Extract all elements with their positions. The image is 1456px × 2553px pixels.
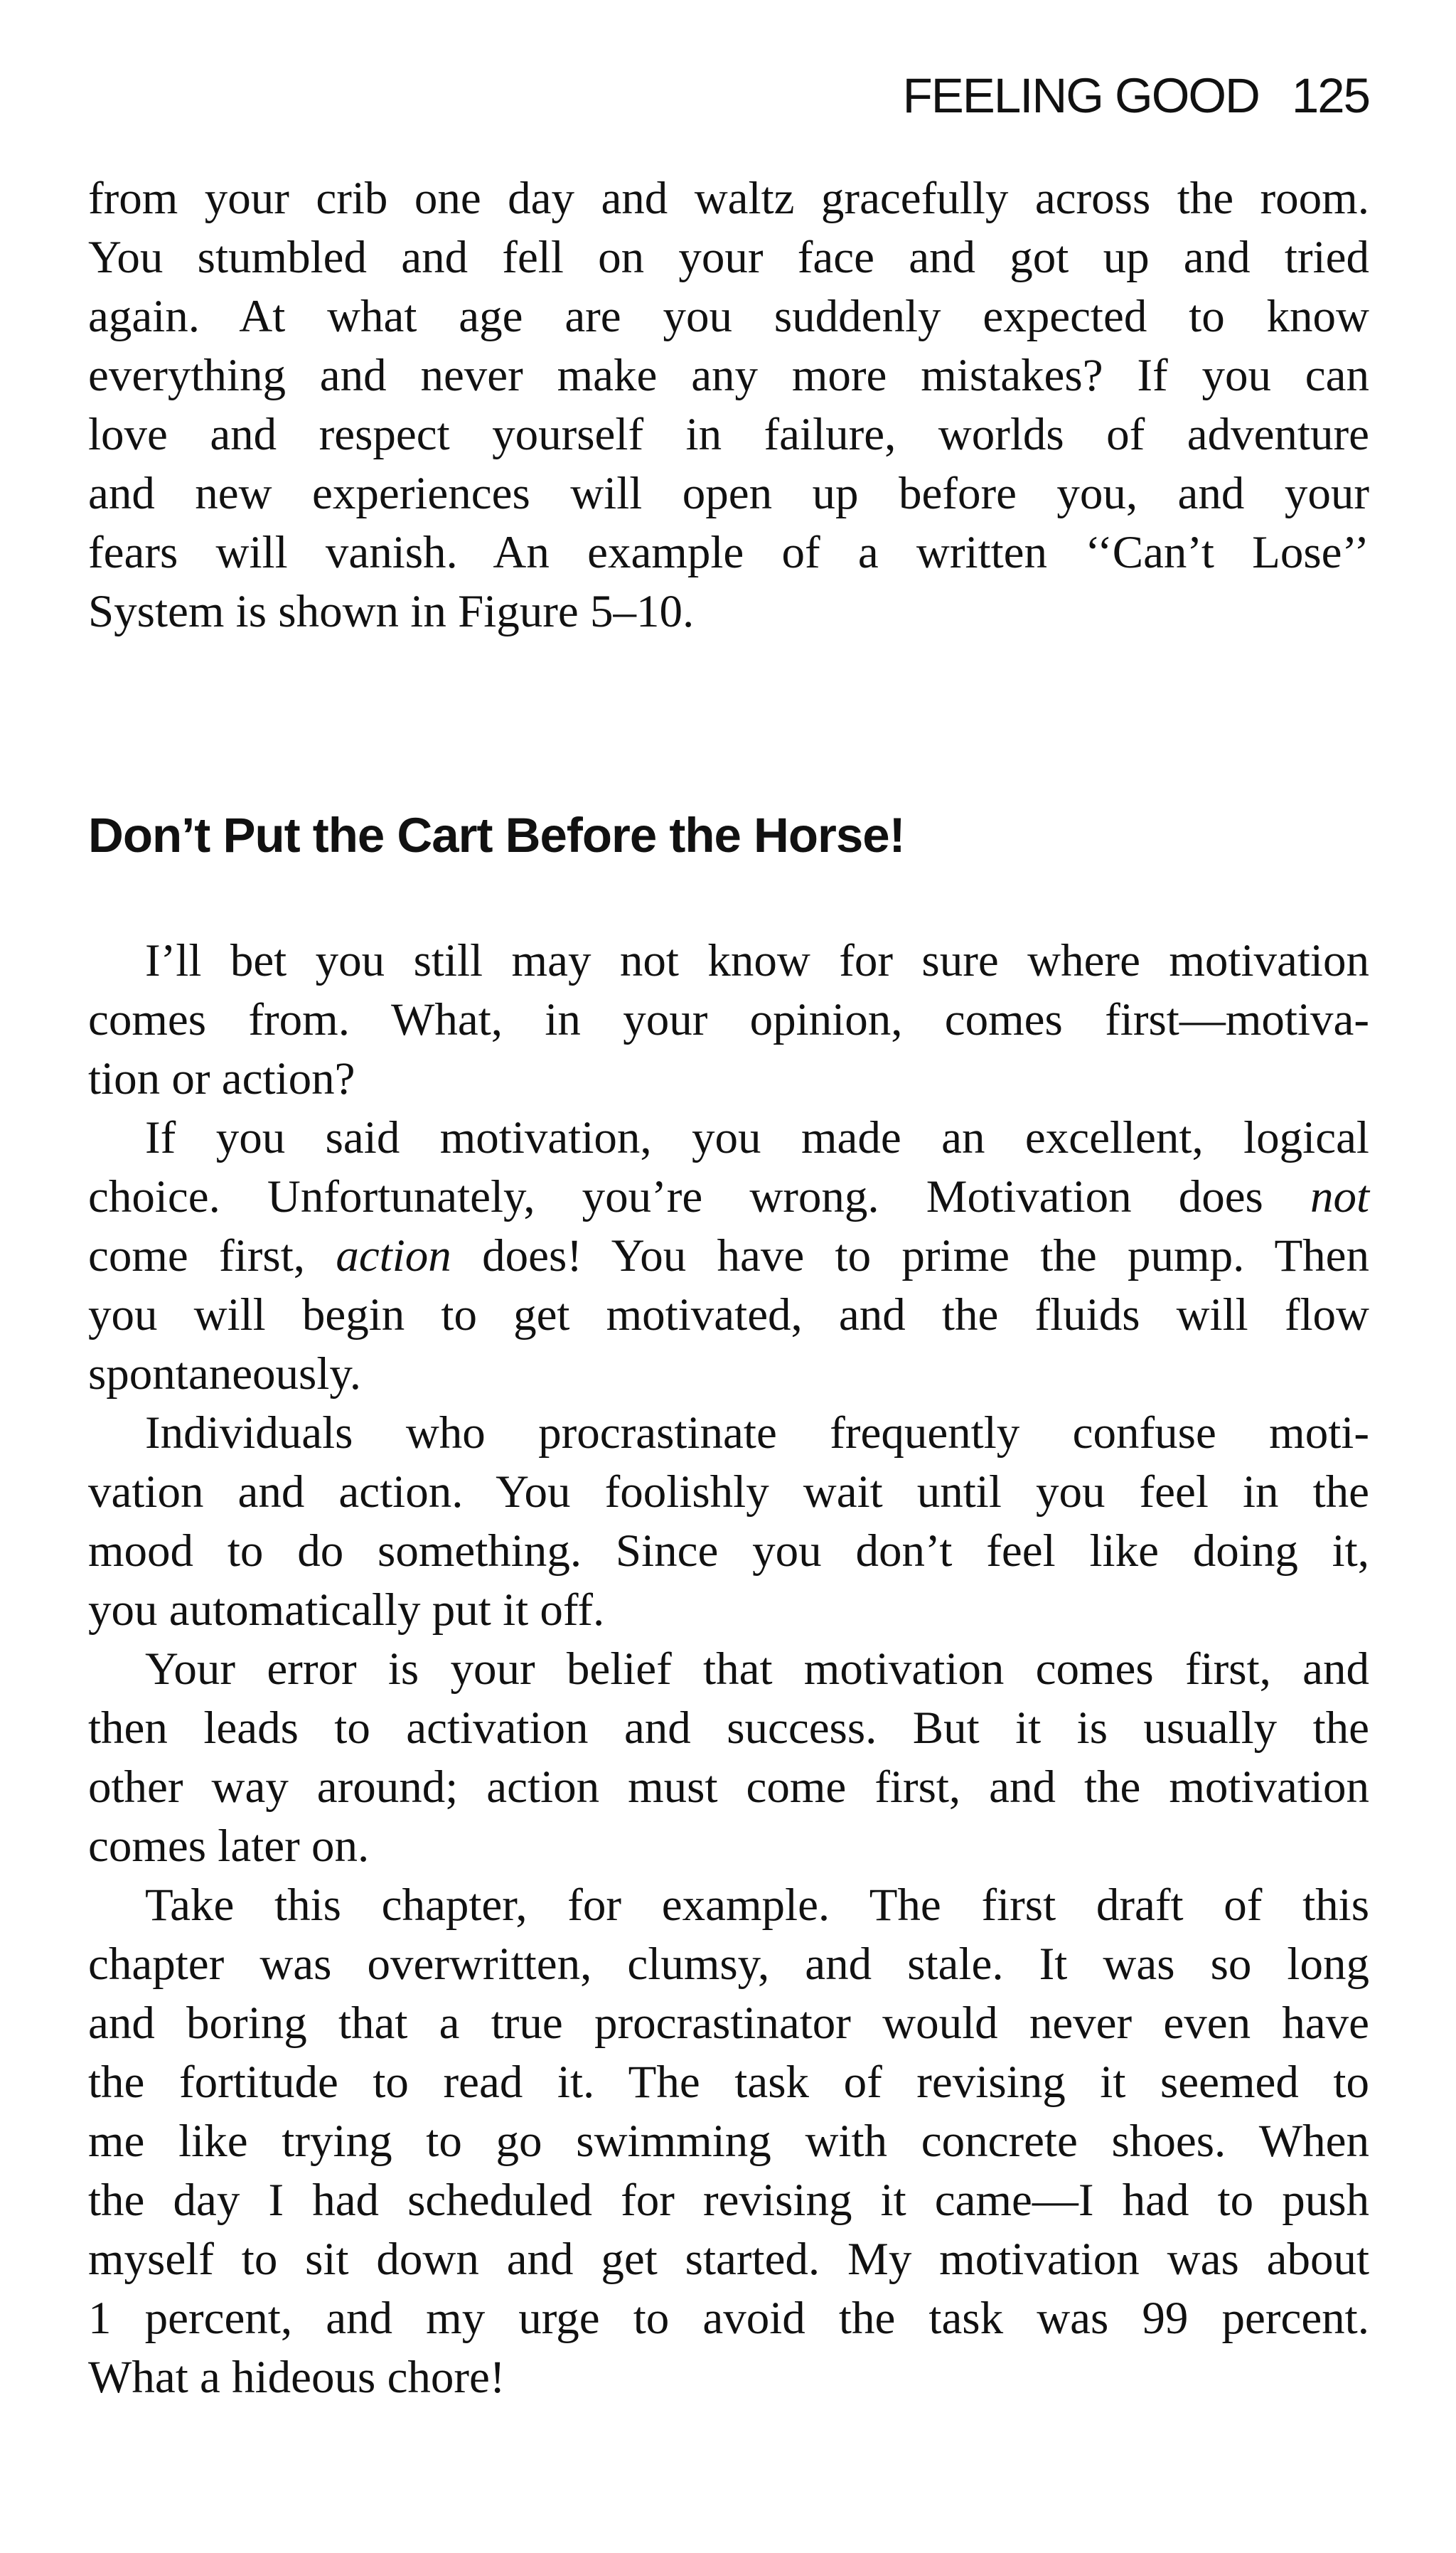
text-line: everything and never make any more mistakes? If you can [88,350,1369,401]
text-line: the fortitude to read it. The task of revising it seemed to [88,2057,1369,2108]
text-line: spontaneously. [88,1348,361,1400]
text-line: fears will vanish. An example of a written ‘‘Can’t Lose’’ [88,527,1369,578]
text-line: comes from. What, in your opinion, comes first—motiva- [88,994,1369,1045]
text-line: chapter was overwritten, clumsy, and stale. It was so long [88,1939,1369,1990]
text-line [88,1227,1369,1286]
text-line [88,1168,1369,1227]
text-line: I’ll bet you still may not know for sure where motivation [145,935,1369,986]
section-body [88,932,1369,2407]
emphasis: not [1310,1171,1369,1222]
text-line: What a hideous chore! [88,2352,505,2403]
text-line: again. At what age are you suddenly expected to know [88,291,1369,342]
text-run: come first, [88,1230,306,1281]
text-line: myself to sit down and get started. My motivation was about [88,2234,1369,2285]
text-line: Your error is your belief that motivation comes first, and [145,1643,1369,1695]
text-line: mood to do something. Since you don’t feel like doing it, [88,1525,1369,1577]
paragraph-continued [88,169,1369,641]
text-line: from your crib one day and waltz gracefully across the room. [88,173,1369,224]
text-line: you will begin to get motivated, and the fluids will flow [88,1289,1369,1341]
text-line: then leads to activation and success. But it is usually the [88,1702,1369,1754]
text-line: Take this chapter, for example. The first draft of this [145,1880,1369,1931]
text-run: does! You have to prime the pump. Then [482,1230,1370,1281]
text-line: Individuals who procrastinate frequently confuse moti- [145,1407,1369,1459]
running-header [902,68,1369,123]
text-line: love and respect yourself in failure, worlds of adventure [88,409,1369,460]
text-line: System is shown in Figure 5–10. [88,586,695,637]
text-line: comes later on. [88,1821,370,1872]
emphasis: action [336,1230,451,1281]
text-line: tion or action? [88,1053,355,1104]
text-line: the day I had scheduled for revising it came—I had to push [88,2175,1369,2226]
text-line: You stumbled and fell on your face and got up and tried [88,232,1369,283]
text-line: you automatically put it off. [88,1584,605,1636]
text-line: and new experiences will open up before you, and your [88,468,1369,519]
text-line: and boring that a true procrastinator would never even have [88,1998,1369,2049]
page-number: 125 [1291,68,1369,123]
text-line: vation and action. You foolishly wait until you feel in the [88,1466,1369,1518]
running-title: FEELING GOOD [902,68,1259,123]
text-line: other way around; action must come first, and the motivation [88,1761,1369,1813]
section-heading: Don’t Put the Cart Before the Horse! [88,808,905,863]
text-line: If you said motivation, you made an excellent, logical [145,1112,1369,1163]
text-line: me like trying to go swimming with concrete shoes. When [88,2116,1369,2167]
text-run: choice. Unfortunately, you’re wrong. Motivation does [88,1171,1263,1222]
text-line: 1 percent, and my urge to avoid the task was 99 percent. [88,2293,1369,2344]
